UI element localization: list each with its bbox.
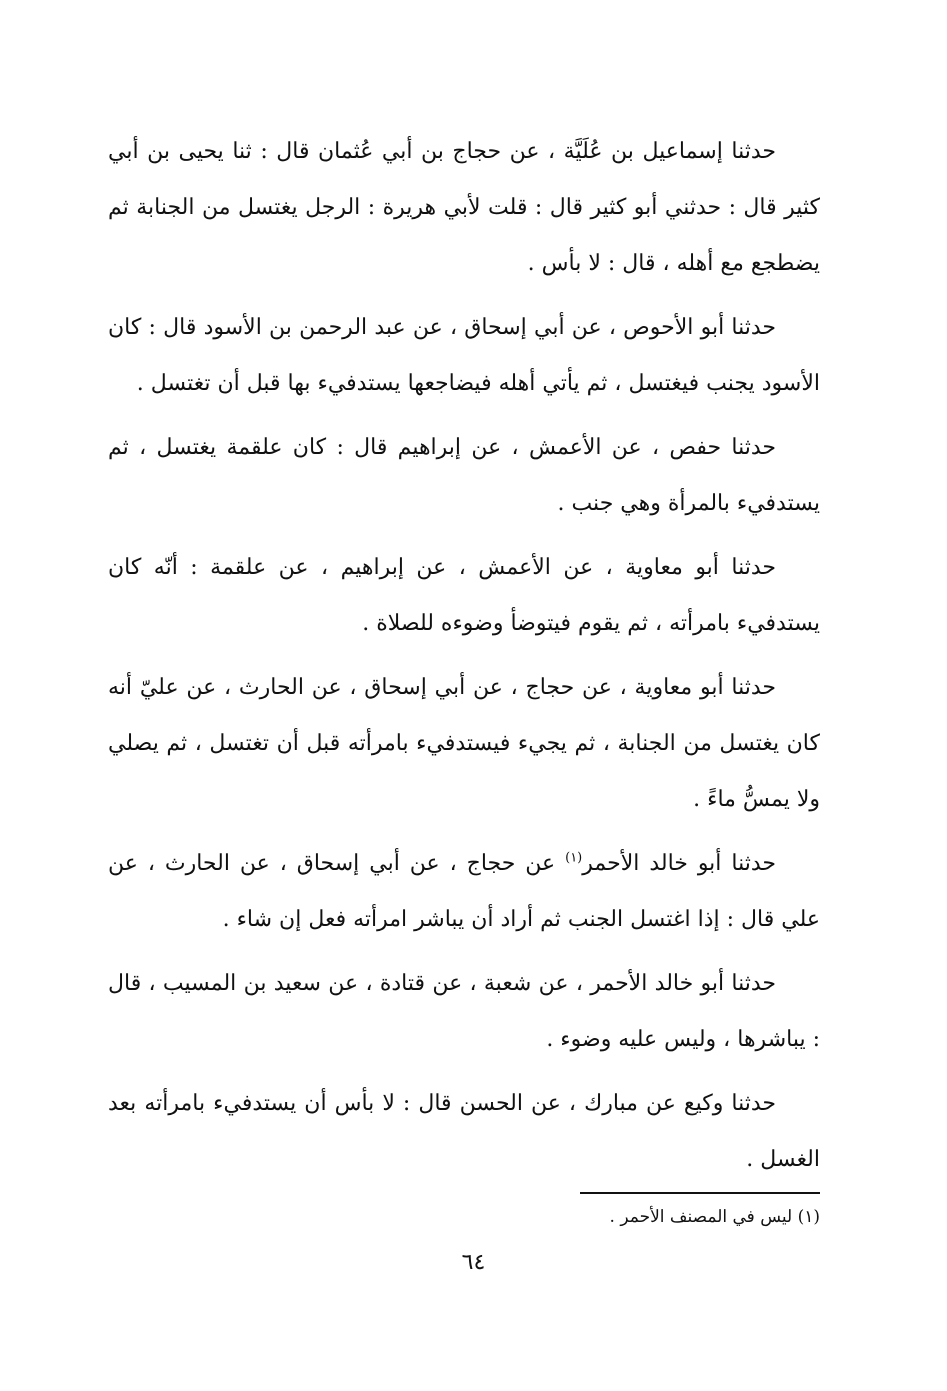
- paragraph-6: [108, 836, 820, 948]
- page-number: ٦٤: [461, 1250, 486, 1275]
- paragraph-8: حدثنا وكيع عن مبارك ، عن الحسن قال : لا بأس أن يستدفيء بامرأته بعد الغسل .: [108, 1091, 820, 1172]
- footnote: (١) ليس في المصنف الأحمر .: [609, 1207, 820, 1227]
- footnote-separator: [580, 1192, 820, 1194]
- paragraph-2: حدثنا أبو الأحوص ، عن أبي إسحاق ، عن عبد الرحمن بن الأسود قال : كان الأسود يجنب فيغتسل ، ثم يأتي أهله فيضاجعها يستدفيء بها قبل أن تغتسل .: [108, 315, 820, 396]
- page-body: [108, 124, 820, 1188]
- paragraph-6-text-before: حدثنا أبو خالد الأحمر: [582, 851, 776, 876]
- paragraph-4: حدثنا أبو معاوية ، عن الأعمش ، عن إبراهيم ، عن علقمة : أنّه كان يستدفيء بامرأته ، ثم يقوم فيتوضأ وضوءه للصلاة .: [108, 555, 820, 636]
- footnote-reference[interactable]: (١): [565, 850, 583, 866]
- paragraph-1: حدثنا إسماعيل بن عُلَيَّة ، عن حجاج بن أبي عُثمان قال : ثنا يحيى بن أبي كثير قال : حدثني أبو كثير قال : قلت لأبي هريرة : الرجل يغتسل من الجنابة ثم يضطجع مع أهله ، قال : لا بأس .: [108, 139, 820, 276]
- paragraph-3: حدثنا حفص ، عن الأعمش ، عن إبراهيم قال : كان علقمة يغتسل ، ثم يستدفيء بالمرأة وهي جنب .: [108, 435, 820, 516]
- paragraph-7: حدثنا أبو خالد الأحمر ، عن شعبة ، عن قتادة ، عن سعيد بن المسيب ، قال : يباشرها ، وليس عليه وضوء .: [108, 971, 820, 1052]
- paragraph-5: حدثنا أبو معاوية ، عن حجاج ، عن أبي إسحاق ، عن الحارث ، عن عليّ أنه كان يغتسل من الجنابة ، ثم يجيء فيستدفيء بامرأته قبل أن تغتسل ، ثم يصلي ولا يمسُّ ماءً .: [108, 675, 820, 812]
- paragraph-6-text-after: عن حجاج ، عن أبي إسحاق ، عن الحارث ، عن علي قال : إذا اغتسل الجنب ثم أراد أن يباشر امرأته فعل إن شاء .: [108, 851, 820, 932]
